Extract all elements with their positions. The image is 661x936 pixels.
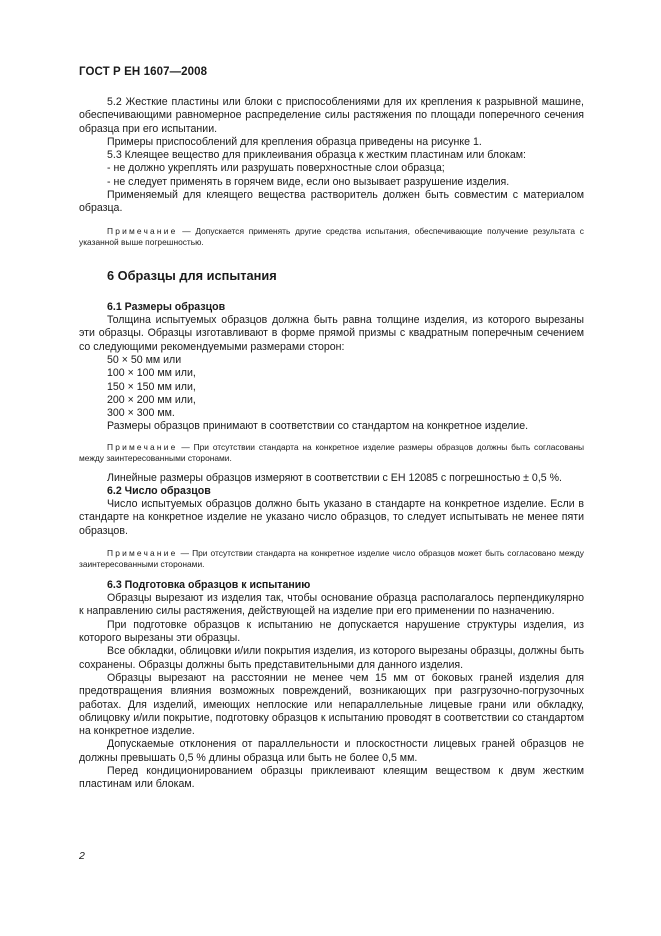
- note-2: [79, 442, 584, 465]
- paragraph-6-3-b: При подготовке образцов к испытанию не допускается нарушение структуры изделия, из которого вырезаны эти образцы.: [79, 618, 584, 645]
- note-label: Примечание: [107, 441, 178, 452]
- section-6-title: 6 Образцы для испытания: [107, 268, 277, 284]
- size-item: 300 × 300 мм.: [107, 407, 175, 420]
- paragraph-6-3-a: Образцы вырезают из изделия так, чтобы основание образца располагалось перпендикулярно к направлению силы растяжения, действующей на изделие при его применении по назначению.: [79, 592, 584, 618]
- document-body: [79, 96, 584, 792]
- list-item: - не должно укреплять или разрушать поверхностные слои образца;: [107, 162, 445, 175]
- note-text: — Допускается применять другие средства испытания, обеспечивающие получение результата с указанной выше погрешностью.: [79, 225, 584, 248]
- paragraph-5-3: 5.3 Клеящее вещество для приклеивания образца к жестким пластинам или блокам:: [107, 149, 526, 162]
- section-6-1-title: 6.1 Размеры образцов: [107, 300, 226, 313]
- note-label: Примечание: [107, 548, 178, 559]
- size-item: 50 × 50 мм или: [107, 353, 182, 366]
- section-6-2-title: 6.2 Число образцов: [107, 484, 211, 497]
- paragraph-6-1-sizes: Размеры образцов принимают в соответствии со стандартом на конкретное изделие.: [107, 420, 529, 433]
- note-text: — При отсутствии стандарта на конкретное изделие размеры образцов должны быть согласованы между заинтересованными сторонами.: [79, 441, 584, 464]
- list-item: - не следует применять в горячем виде, если оно вызывает разрушение изделия.: [107, 175, 510, 188]
- note-1: [79, 226, 584, 249]
- page-number: 2: [79, 850, 85, 862]
- note-text: — При отсутствии стандарта на конкретное изделие число образцов может быть согласовано между заинтересованными сторонами.: [79, 548, 584, 570]
- note-label: Примечание: [107, 225, 178, 236]
- note-3: [79, 548, 584, 571]
- paragraph-5-2-examples: Примеры приспособлений для крепления образца приведены на рисунке 1.: [107, 135, 482, 148]
- paragraph-5-3-solvent: Применяемый для клеящего вещества растворитель должен быть совместим с материалом образца.: [79, 189, 584, 215]
- size-item: 200 × 200 мм или,: [107, 393, 196, 406]
- paragraph-6-3-c: Все обкладки, облицовки и/или покрытия изделия, из которого вырезаны образцы, должны быть сохранены. Образцы должны быть представительными для данного изделия.: [79, 645, 584, 671]
- document-header: ГОСТ Р ЕН 1607—2008: [79, 66, 208, 78]
- paragraph-6-3-d: Образцы вырезают на расстоянии не менее чем 15 мм от боковых граней изделия для предотвращения влияния возможных повреждений, возникающих при разгрузочно-погрузочных работах. Для изделий, имеющих неплоские или непараллельные лицевые грани или обкладку, облицовку и/или покрытие, подготовку образцов к испытанию проводят в соответствии со стандартом на конкретное изделие.: [79, 671, 584, 738]
- section-6-3-title: 6.3 Подготовка образцов к испытанию: [107, 578, 311, 591]
- size-item: 150 × 150 мм или,: [107, 380, 196, 393]
- paragraph-6-3-e: Допускаемые отклонения от параллельности и плоскостности лицевых граней образцов не должны превышать 0,5 % длины образца или быть не более 0,5 мм.: [79, 738, 584, 764]
- size-item: 100 × 100 мм или,: [107, 367, 196, 380]
- paragraph-6-3-f: Перед кондиционированием образцы приклеивают клеящим веществом к двум жестким пластинам или блокам.: [79, 765, 584, 791]
- paragraph-6-1: Толщина испытуемых образцов должна быть равна толщине изделия, из которого вырезаны эти образцы. Образцы изготавливают в форме прямой призмы с квадратным поперечным сечением со следующими рекомендуемыми размерами сторон:: [79, 314, 584, 353]
- paragraph-6-1-linear: Линейные размеры образцов измеряют в соответствии с ЕН 12085 с погрешностью ± 0,5 %.: [107, 471, 562, 484]
- paragraph-6-2: Число испытуемых образцов должно быть указано в стандарте на конкретное изделие. Если в стандарте на конкретное изделие не указано число образцов, то следует испытывать не менее пяти образцов.: [79, 498, 584, 537]
- paragraph-5-2: 5.2 Жесткие пластины или блоки с приспособлениями для их крепления к разрывной машине, обеспечивающими равномерное распределение силы растяжения по площади поперечного сечения образца при его испытании.: [79, 96, 584, 135]
